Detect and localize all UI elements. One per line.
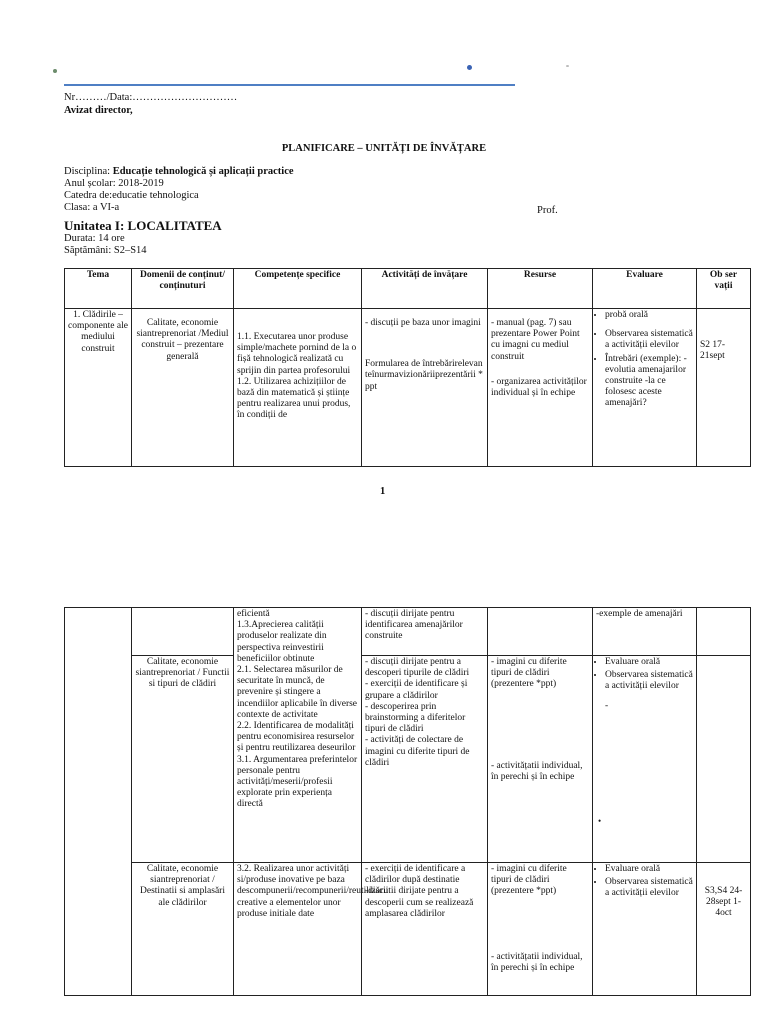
prof-label: Prof. (537, 205, 558, 216)
cell-domenii (132, 309, 234, 467)
list-item: • Întrebări (exemple): -evolutia amenajarilor construite -la ce folosesc aceste amenajări? (605, 354, 693, 410)
cell-competente: 3.2. Realizarea unor activități si/produse inovative pe baza descompunerii/recompunerii/reutilizării creative a elementelor unor produse initiale date (234, 863, 362, 996)
cell-resurse (488, 863, 593, 996)
competenta-2-2: 2.2. Identificarea de modalități pentru economisirea resurselor și pentru reutilizarea deseurilor (237, 721, 356, 754)
observatii-text: S2 17-21sept (700, 340, 726, 362)
clasa: Clasa: a VI-a (64, 202, 120, 213)
page-title: PLANIFICARE – UNITĂȚI DE ÎNVĂȚARE (281, 143, 487, 154)
table-row (65, 656, 751, 863)
cell-competente (234, 608, 362, 863)
competenta-3-1: 3.1. Argumentarea preferintelor personale pentru activități/meserii/profesii explorate prin experiența directă (237, 754, 358, 810)
cell-tema-empty (65, 608, 132, 996)
resursa-2: - activitățatii individual, în perechi și în echipe (491, 760, 583, 782)
resursa-2: - activitățatii individual, în perechi și în echipe (491, 951, 583, 973)
decorative-dot-left (53, 69, 57, 73)
disciplina-label: Disciplina: (64, 166, 111, 177)
list-item: • Evaluare orală (605, 864, 693, 875)
competenta-cont: eficientă (237, 609, 270, 619)
activitate-1: - discuții pe baza unor imagini (365, 318, 481, 328)
table-row (65, 863, 751, 996)
cell-evaluare (593, 863, 697, 996)
cell-observatii (697, 309, 751, 467)
disciplina-value: Educație tehnologică și aplicații practice (112, 166, 294, 177)
cell-domenii: Calitate, economie siantreprenoriat / Destinatii si amplasări ale clădirilor (132, 863, 234, 996)
domenii-text: Calitate, economie siantreprenoriat /Mediul construit – prezentare generală (136, 318, 229, 362)
cell-evaluare (593, 656, 697, 863)
cell-evaluare: -exemple de amenajări (593, 608, 697, 656)
table-row (65, 608, 751, 656)
table-header-row (65, 269, 751, 309)
cell-observatii-empty (697, 656, 751, 863)
cell-observatii-empty (697, 608, 751, 656)
table-row (65, 309, 751, 467)
an-scolar: Anul școlar: 2018-2019 (64, 178, 164, 189)
cell-resurse (488, 656, 593, 863)
planning-table-page1 (64, 268, 751, 467)
activitate-item: - exerciții de identificare a clădirilor după destinatie (365, 864, 466, 886)
evaluare-dash: - (605, 700, 609, 711)
activitate-item: - discuții dirijate pentru a descoperi tipurile de clădiri (365, 657, 470, 679)
header-activitati: Activități de învățare (362, 269, 488, 309)
evaluare-list (596, 310, 693, 410)
list-item: • Evaluare orală (605, 657, 693, 668)
activitate-item: - activități de colectare de imagini cu diferite tipuri de clădiri (365, 735, 470, 768)
header-resurse: Resurse (488, 269, 593, 309)
header-evaluare: Evaluare (593, 269, 697, 309)
page-number: 1 (380, 486, 386, 497)
cell-tema: 1. Clădirile – componente ale mediului construit (65, 309, 132, 467)
cell-activitati: - discuții dirijate pentru identificarea amenajărilor construite (362, 608, 488, 656)
cell-domenii-empty (132, 608, 234, 656)
resursa-2: - organizarea activităților individual și în echipe (491, 376, 587, 399)
resursa-1: - imagini cu diferite tipuri de clădiri (prezentere *ppt) (491, 657, 567, 690)
header-observatii: Ob ser vații (697, 269, 751, 309)
header-tema: Tema (65, 269, 132, 309)
avizat-director: Avizat director, (64, 105, 133, 116)
competenta-2-1: 2.1. Selectarea măsurilor de securitate în muncă, de prevenire și stingere a incendiilor aplicabile în diverse contexte de activitate (237, 665, 358, 720)
competenta-1-2: 1.2. Utilizarea achizițiilor de bază din matematică și științe pentru realizarea unui produs, în condiții de (237, 376, 351, 421)
cell-evaluare (593, 309, 697, 467)
disciplina-line (64, 166, 704, 178)
nr-data-line: Nr………/Data:………………………… (64, 92, 238, 103)
competenta-1-1: 1.1. Executarea unor produse simple/machete pornind de la o fișă tehnologică realizată cu sprijin din partea profesorului (237, 332, 357, 376)
resursa-1: - manual (pag. 7) sau prezentare Power Point cu imagni cu mediul construit (491, 318, 580, 362)
evaluare-list (596, 657, 693, 693)
planning-table-page2 (64, 607, 751, 996)
list-item: • Observarea sistematică a activității elevilor (605, 670, 693, 692)
resursa-1: - imagini cu diferite tipuri de clădiri (prezentere *ppt) (491, 864, 567, 897)
cell-resurse-empty (488, 608, 593, 656)
cell-domenii: Calitate, economie siantreprenoriat / Functii si tipuri de clădiri (132, 656, 234, 863)
list-item: • Observarea sistematică a activității elevilor (605, 877, 693, 899)
catedra: Catedra de:educatie tehnologica (64, 190, 199, 201)
header-domenii: Domenii de conținut/ conținuturi (132, 269, 234, 309)
durata: Durata: 14 ore (64, 233, 125, 244)
list-item: • Observarea sistematică a activității elevilor (605, 329, 693, 351)
observatii-text: S3,S4 24-28sept 1-4oct (704, 886, 743, 919)
activitate-item: - exerciții de identificare și grupare a clădirilor (365, 679, 468, 701)
cell-activitati (362, 309, 488, 467)
cell-activitati (362, 656, 488, 863)
cell-activitati (362, 863, 488, 996)
activitate-2: Formularea de întrebărirelevanteînurmavizionăriiprezentării *ppt (365, 359, 483, 392)
list-item: • probă orală (605, 310, 693, 321)
activitate-item: -discutii dirijate pentru a descoperii cum se realizează amplasarea clădirilor (365, 886, 474, 919)
header-competente: Competențe specifice (234, 269, 362, 309)
evaluare-list (596, 864, 693, 900)
cell-competente (234, 309, 362, 467)
unitatea-title: Unitatea I: LOCALITATEA (64, 218, 222, 233)
empty-bullet: • (598, 815, 602, 826)
competenta-1-3: 1.3.Aprecierea calității produselor realizate din perspectiva reinvestirii beneficiilor obtinute (237, 620, 327, 664)
header-rule (64, 84, 515, 86)
decorative-dot-blue (467, 65, 472, 70)
activitate-item: - descoperirea prin brainstorming a diferitelor tipuri de clădiri (365, 701, 466, 735)
cell-resurse (488, 309, 593, 467)
info-block (64, 166, 704, 214)
cell-observatii (697, 863, 751, 996)
saptamani: Săptămâni: S2–S14 (64, 245, 147, 256)
decorative-dot-right (566, 65, 569, 67)
